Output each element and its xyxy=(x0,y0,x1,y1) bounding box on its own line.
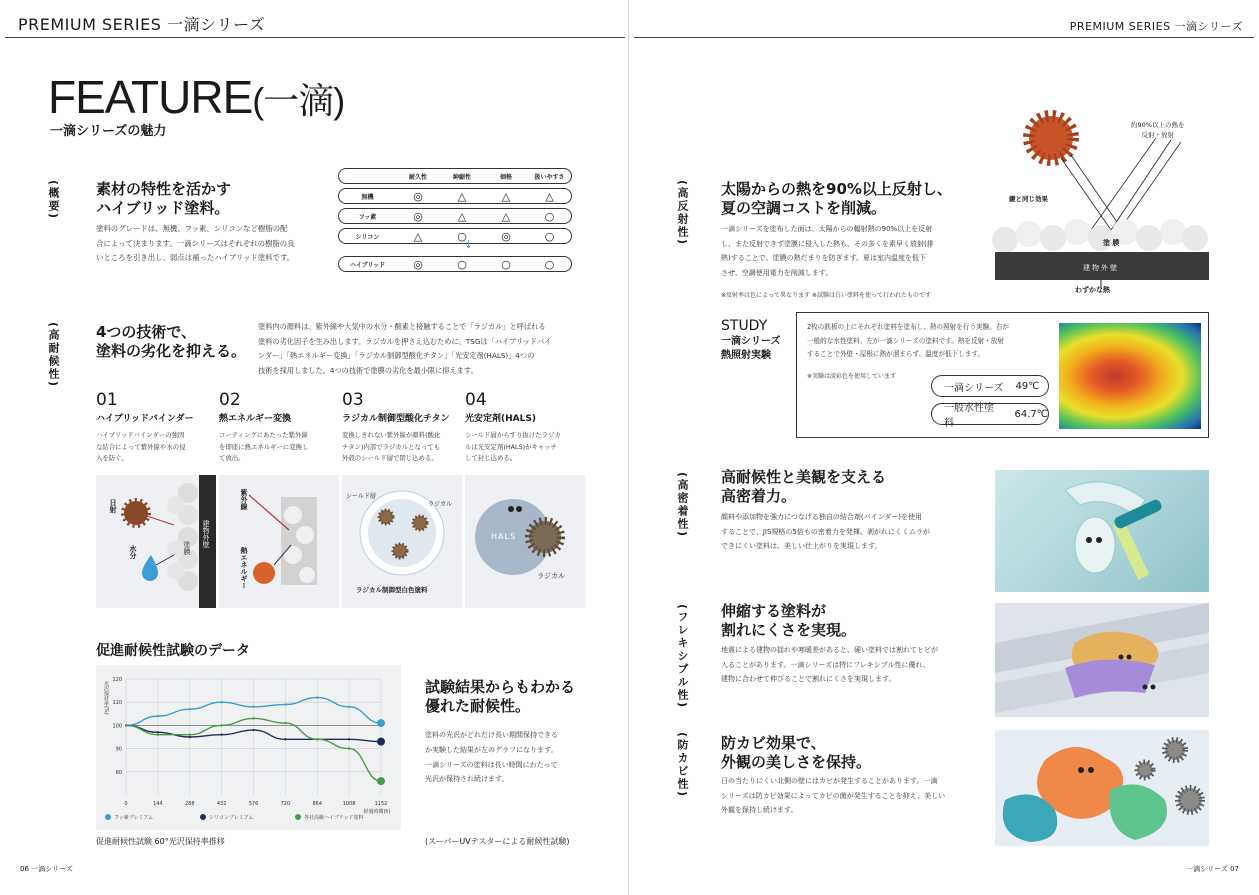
sun-icon xyxy=(1029,116,1073,160)
weather-body-line: ンダー」「熱エネルギー変換」「ラジカル制御型酸化チタン」「光安定剤(HALS)」4つの xyxy=(258,351,535,360)
row-name: 無機 xyxy=(338,188,396,204)
tech-body-line: コーティングにあたった紫外線 xyxy=(219,431,308,439)
chart-caption: 促進耐候性試験 60°光沢保持率推移 xyxy=(96,837,225,846)
pill-value: 49℃ xyxy=(1015,380,1040,392)
hals-svg xyxy=(465,475,585,608)
x-tick-label: 1008 xyxy=(342,801,356,807)
left-page xyxy=(0,0,629,895)
overview-body-line: 塗料のグレードは、無機、フッ素、シリコンなど樹脂の配 xyxy=(96,224,288,233)
eye-icon xyxy=(1096,537,1102,543)
ray-line xyxy=(1121,142,1181,228)
character-blob xyxy=(1109,784,1167,840)
thermal-image xyxy=(1059,323,1201,429)
study-body-line: 2枚の鉄板の上にそれぞれ塗料を塗布し、熱の照射を行う実験。右が xyxy=(807,323,1010,331)
pill-value: 64.7℃ xyxy=(1014,408,1048,420)
reflect-note: ※反射率は色によって異なります ※試験は白い塗料を使って行われたものです xyxy=(721,292,931,299)
chart-title: 促進耐候性試験のデータ xyxy=(96,643,250,659)
table-cell: △ xyxy=(528,188,572,204)
adhesion-heading-line: 高密着力。 xyxy=(721,487,797,505)
ill-label: シールド層 xyxy=(346,493,376,500)
table-header: 耐久性 xyxy=(396,168,440,184)
reflect-heading-line: 太陽からの熱を90%以上反射し、 xyxy=(721,180,952,198)
coat-ball xyxy=(296,526,314,544)
ill-label: 熱エネルギー xyxy=(240,547,248,589)
eye-icon xyxy=(1119,655,1124,660)
x-tick-label: 720 xyxy=(280,801,291,807)
overview-label: (概要) xyxy=(47,180,60,221)
flex-heading xyxy=(721,602,856,640)
table-cell: ◎ xyxy=(396,256,440,272)
study-body-line: 一般的な水性塗料、左が一滴シリーズの塗料です。熱を反射・放射 xyxy=(807,336,1004,345)
table-cell: ○ xyxy=(440,228,484,244)
radical-icon xyxy=(379,510,393,524)
overview-body-line: 合によって決まります。一滴シリーズはそれぞれの樹脂の良 xyxy=(96,238,295,248)
binder-character xyxy=(1075,517,1115,573)
chart-panel xyxy=(96,665,401,830)
weather-body xyxy=(258,320,598,378)
result-heading xyxy=(425,678,575,716)
ray-line xyxy=(1071,155,1121,228)
elastic-paint-piece xyxy=(1065,660,1155,698)
x-tick-label: 0 xyxy=(124,801,128,807)
ill-label: 塗膜 xyxy=(183,541,191,555)
mold-spore-icon xyxy=(1137,762,1153,778)
flex-body xyxy=(721,643,991,687)
tech-body-line: ルは光安定剤(HALS)がキャッチ xyxy=(465,442,558,451)
eye-icon xyxy=(516,506,522,512)
adhesion-body xyxy=(721,510,981,554)
mold-photo xyxy=(995,730,1209,846)
overview-body xyxy=(96,222,336,266)
coat-ball xyxy=(299,567,315,583)
flex-body-line: 入ることがあります。一滴シリーズは特にフレキシブル性に優れ、 xyxy=(721,660,930,669)
reflect-callout-line: 反射・放射 xyxy=(1141,131,1174,139)
table-row xyxy=(338,208,572,224)
right-page xyxy=(629,0,1259,895)
tech-title: 熱エネルギー変換 xyxy=(219,414,292,424)
y-axis-label: 光沢保持率(%) xyxy=(103,681,109,715)
legend-label: フッ素プレミアム xyxy=(114,815,154,821)
table-cell: ○ xyxy=(484,256,528,272)
table-header: 価格 xyxy=(484,168,528,184)
table-cell: ◎ xyxy=(396,188,440,204)
table-cell: ○ xyxy=(528,228,572,244)
table-header: 紳縮性 xyxy=(440,168,484,184)
table-cell: ◎ xyxy=(396,208,440,224)
eye-icon xyxy=(1086,537,1092,543)
left-header: PREMIUM SERIES 一滴シリーズ xyxy=(18,15,266,34)
paint-roller-icon xyxy=(1113,520,1149,579)
data-point xyxy=(157,731,159,733)
coat-label: 塗 膜 xyxy=(1103,239,1120,247)
overview-heading xyxy=(96,180,231,218)
tech-body-line: して封じ込める。 xyxy=(465,454,517,462)
pill-name: 一滴シリーズ xyxy=(944,382,1004,394)
result-heading-line: 試験結果からもわかる xyxy=(425,678,576,696)
table-row xyxy=(338,188,572,204)
tech-number: 03 xyxy=(342,390,364,410)
pill-name: 一般水性塗料 xyxy=(944,403,994,429)
data-point xyxy=(284,738,286,740)
adhesion-body-line: できにくい塗料は、美しい仕上がりを実現します。 xyxy=(721,542,882,550)
mirror-label: 鏡と同じ効果 xyxy=(1009,195,1048,203)
row-name: フッ素 xyxy=(338,208,396,224)
feature-title-word: FEATURE xyxy=(48,71,253,123)
flex-body-line: 地震による建物の揺れや寒暖差があると、硬い塗料では割れてヒビが xyxy=(721,646,938,654)
mold-spore-icon xyxy=(1178,788,1202,812)
study-box xyxy=(796,312,1209,438)
table-cell: ○ xyxy=(528,208,572,224)
y-tick-label: 110 xyxy=(112,700,122,707)
down-arrow-icon: ↓ xyxy=(464,238,474,251)
right-header-rule xyxy=(634,37,1254,38)
hals-illustration xyxy=(465,475,585,608)
study-subtitle-line: 熱照射実験 xyxy=(721,350,771,361)
coat-ball xyxy=(284,506,302,524)
adhesion-heading-line: 高耐候性と美観を支える xyxy=(721,468,887,486)
data-point xyxy=(220,724,222,726)
mold-body xyxy=(721,774,991,818)
table-row xyxy=(338,256,572,272)
x-tick-label: 576 xyxy=(248,801,259,807)
weather-heading-line: 塗料の劣化を抑える。 xyxy=(96,342,247,360)
heat-conversion-svg xyxy=(219,475,339,608)
chart-source-caption: (スーパーUVテスターによる耐候性試験) xyxy=(425,837,570,846)
result-pill-ichiteki xyxy=(931,375,1049,397)
eye-icon xyxy=(508,506,514,512)
table-header: 扱いやすさ xyxy=(528,168,572,184)
mold-heading xyxy=(721,734,871,772)
coat-ball xyxy=(992,227,1018,253)
table-cell: ○ xyxy=(440,256,484,272)
table-row xyxy=(338,228,572,244)
weather-body-line: 技術を採用しました。4つの技術で塗膜の劣化を最小限に抑えます。 xyxy=(258,365,478,375)
mold-body-line: 日の当たりにくい北側の壁にはカビが発生することがあります。一滴 xyxy=(721,777,938,785)
overview-body-line: いところを引き出し、弱点は補ったハイブリッド塗料です。 xyxy=(96,253,295,262)
legend-label: 各社高級ハイブリッド塗料 xyxy=(304,815,364,821)
mold-photo-svg xyxy=(995,730,1209,846)
table-cell: ○ xyxy=(528,256,572,272)
data-point xyxy=(189,736,191,738)
reflect-label: (高反射性) xyxy=(676,180,689,247)
tech-body xyxy=(465,430,585,465)
adhesion-photo-svg xyxy=(995,470,1209,592)
tech-body-line: 入を防ぐ。 xyxy=(96,454,128,462)
result-pill-standard xyxy=(931,403,1049,429)
weather-heading-line: 4つの技術で、 xyxy=(96,323,197,341)
heat-conversion-illustration xyxy=(219,475,339,608)
flex-photo-svg xyxy=(995,603,1209,717)
result-heading-line: 優れた耐候性。 xyxy=(425,697,531,715)
tech-body-line: 変換しきれない紫外線が顔料(酸化 xyxy=(342,431,441,439)
mold-label: (防カビ性) xyxy=(676,732,689,799)
data-point xyxy=(252,729,254,731)
flex-label: (フレキシブル性) xyxy=(676,604,689,710)
y-tick-label: 100 xyxy=(112,723,122,730)
coat-ball xyxy=(1160,219,1186,245)
sun-icon xyxy=(124,501,148,525)
tech-body-line: て放出。 xyxy=(219,454,245,462)
reflect-callout xyxy=(1131,120,1184,140)
x-tick-label: 1152 xyxy=(374,801,388,807)
data-point xyxy=(377,738,385,746)
table-cell: △ xyxy=(396,228,440,244)
ill-label: 建物外壁 xyxy=(202,520,210,548)
coat-balls xyxy=(992,219,1208,253)
left-header-rule xyxy=(5,37,625,38)
adhesion-label: (高密着性) xyxy=(676,472,689,539)
data-point xyxy=(220,733,222,735)
tech-title: ハイブリッドバインダー xyxy=(96,414,194,424)
tech-body-line: チタン)内部でラジカルとなっても xyxy=(342,442,441,451)
row-name: ハイブリッド xyxy=(338,256,396,272)
result-body-line: か実験した結果が左のグラフになります。 xyxy=(425,745,558,754)
eye-icon xyxy=(1151,685,1156,690)
data-point xyxy=(377,719,385,727)
flex-photo xyxy=(995,603,1209,717)
tech-body xyxy=(342,430,462,465)
flex-heading-line: 伸縮する塗料が xyxy=(721,602,827,620)
coat-ball xyxy=(1016,221,1042,247)
adhesion-body-line: することで、JIS規格の5倍もの密着力を発揮。剥がれにくくムラが xyxy=(721,527,930,536)
heat-label: わずかな熱 xyxy=(1075,286,1110,294)
ill-label: ラジカル xyxy=(537,572,565,580)
hybrid-binder-svg xyxy=(96,475,216,608)
reflect-heading-line: 夏の空調コストを削減。 xyxy=(721,199,887,217)
reflect-body xyxy=(721,222,981,280)
ray-line xyxy=(1111,140,1171,230)
data-point xyxy=(252,717,254,719)
data-point xyxy=(316,738,318,740)
table-cell: ◎ xyxy=(484,228,528,244)
legend-swatch xyxy=(200,814,206,820)
study-subtitle-line: 一滴シリーズ xyxy=(721,336,781,347)
result-body-line: 光沢が保持され続けます。 xyxy=(425,775,509,784)
coat-ball xyxy=(167,562,185,580)
legend-label: シリコンプレミアム xyxy=(209,815,254,821)
ray-line xyxy=(1091,138,1156,230)
y-tick-label: 80 xyxy=(115,769,122,776)
study-body xyxy=(807,321,1057,362)
data-point xyxy=(220,701,222,703)
reflect-body-line: させ、空調使用電力を削減します。 xyxy=(721,268,833,277)
adhesion-body-line: 顔料や添加物を強力につなげる独自の結合剤(バインダー)を使用 xyxy=(721,513,923,521)
data-point xyxy=(284,703,286,705)
weather-label: (高耐候性) xyxy=(47,322,60,389)
tech-number: 02 xyxy=(219,390,241,410)
y-tick-label: 120 xyxy=(112,677,122,683)
legend-swatch xyxy=(295,814,301,820)
legend-swatch xyxy=(105,814,111,820)
reflect-body-line: し、また反射できず塗膜に侵入した熱も、その多くを素早く放射(排 xyxy=(721,239,934,248)
adhesion-heading xyxy=(721,468,886,506)
resin-comparison-table xyxy=(338,164,572,248)
x-tick-label: 144 xyxy=(153,801,163,807)
data-point xyxy=(252,706,254,708)
ill-label: ラジカル xyxy=(428,501,453,508)
tech-body-line: な結合によって紫外線や水の侵 xyxy=(96,442,186,451)
weather-body-line: 塗料内の顔料は、紫外線や大気中の水分・酸素と接触することで「ラジカル」と呼ばれる xyxy=(258,322,546,331)
x-axis-label: 経過時間(h) xyxy=(363,809,391,815)
eye-icon xyxy=(1088,767,1094,773)
study-subtitle xyxy=(721,335,781,363)
x-tick-label: 432 xyxy=(216,801,227,807)
data-point xyxy=(348,738,350,740)
result-body xyxy=(425,728,605,787)
eye-icon xyxy=(1143,685,1148,690)
data-point xyxy=(284,722,286,724)
ill-label: 日射 xyxy=(109,499,117,513)
tech-title: ラジカル制御型酸化チタン xyxy=(342,414,450,424)
data-point xyxy=(189,733,191,735)
reflect-callout-line: 約90%以上の熱を xyxy=(1131,121,1185,129)
coat-ball xyxy=(284,546,302,564)
study-body-line: することで外壁・屋根に熱が溜まらず、温度が低下します。 xyxy=(807,350,984,358)
table-corner xyxy=(338,168,396,184)
eye-icon xyxy=(1127,655,1132,660)
flex-body-line: 建物に合わせて伸びることで割れにくさを実現します。 xyxy=(721,675,896,683)
mold-heading-line: 防カビ効果で、 xyxy=(721,734,826,752)
reflect-body-line: 一滴シリーズを塗布した面は、太陽からの輻射熱の90%以上を反射 xyxy=(721,225,933,233)
ray-line xyxy=(1061,158,1111,230)
study-note: ※実験は淡彩色を使用しています xyxy=(807,373,897,380)
feature-title xyxy=(48,72,344,126)
tech-title: 光安定剤(HALS) xyxy=(465,414,536,424)
mold-heading-line: 外観の美しさを保持。 xyxy=(721,753,872,771)
table-cell: △ xyxy=(484,208,528,224)
weather-heading xyxy=(96,323,246,361)
coat-ball xyxy=(1064,219,1090,245)
table-cell: △ xyxy=(440,208,484,224)
x-tick-label: 864 xyxy=(312,801,323,807)
coat-ball xyxy=(1040,225,1066,251)
reflect-diagram xyxy=(991,100,1211,295)
tech-body-line: シールド層からすり抜けたラジカ xyxy=(465,431,561,439)
mold-spore-icon xyxy=(1165,740,1185,760)
hybrid-row-table xyxy=(338,252,572,276)
data-point xyxy=(348,706,350,708)
data-point xyxy=(189,708,191,710)
result-body-line: 塗料の光沢がどれだけ長い期間保持できる xyxy=(425,731,558,739)
feature-title-paren: (一滴) xyxy=(252,80,345,121)
adhesion-photo xyxy=(995,470,1209,592)
weather-body-line: 塗料の劣化因子を生み出します。ラジカルを押さえ込むために、TSGは「ハイブリッドバイ xyxy=(258,336,552,346)
mold-body-line: 外観を保持し続けます。 xyxy=(721,806,798,814)
reflect-heading xyxy=(721,180,952,218)
data-point xyxy=(125,724,127,726)
reflect-body-line: 熱)することで、塗膜の熱だまりを防ぎます。夏は室内温度を低下 xyxy=(721,254,927,262)
ill-label: 水分 xyxy=(129,545,137,559)
tech-body-line: 外殻のシールド層で閉じ込める。 xyxy=(342,454,438,462)
tech-number: 04 xyxy=(465,390,487,410)
overview-heading-line: ハイブリッド塗料。 xyxy=(96,199,230,217)
data-point xyxy=(157,715,159,717)
coat-ball xyxy=(1182,225,1208,251)
coat-ball xyxy=(167,496,185,514)
table-header-row xyxy=(338,168,572,184)
y-tick-label: 90 xyxy=(115,746,122,753)
wall-label: 建物外壁 xyxy=(1083,264,1119,272)
titanium-illustration xyxy=(342,475,462,608)
eye-icon xyxy=(1078,767,1084,773)
tech-body-line: ハイブリッドバインダーの強固 xyxy=(96,431,185,439)
mold-body-line: シリーズは防カビ効果によってカビの菌が発生することを抑え、美しい xyxy=(721,791,946,800)
table-cell: △ xyxy=(440,188,484,204)
overview-heading-line: 素材の特性を活かす xyxy=(96,180,232,198)
gloss-retention-chart xyxy=(96,665,401,830)
heat-ball xyxy=(253,562,275,584)
ill-label: HALS xyxy=(491,532,517,541)
data-point xyxy=(157,733,159,735)
water-drop-icon xyxy=(142,555,158,581)
data-point xyxy=(377,777,385,785)
study-title: STUDY xyxy=(721,318,768,334)
tech-body-line: を即座に熱エネルギーに変換し xyxy=(219,442,309,451)
ill-label: ラジカル制御型白色塗料 xyxy=(356,586,428,594)
hybrid-binder-illustration xyxy=(96,475,216,608)
coat-ball xyxy=(1136,225,1162,251)
data-point xyxy=(316,696,318,698)
ill-label: 紫外線 xyxy=(240,489,248,510)
right-header: PREMIUM SERIES 一滴シリーズ xyxy=(1069,20,1243,33)
feature-subtitle: 一滴シリーズの魅力 xyxy=(50,124,167,139)
radical-icon xyxy=(529,521,561,553)
radical-icon xyxy=(413,516,427,530)
tech-body xyxy=(96,430,216,465)
left-footer: 06 一滴シリーズ xyxy=(20,865,73,873)
right-footer: 一滴シリーズ 07 xyxy=(1186,865,1239,873)
data-point xyxy=(348,747,350,749)
radical-icon xyxy=(393,544,407,558)
tech-body xyxy=(219,430,339,465)
row-name: シリコン xyxy=(338,228,396,244)
tech-number: 01 xyxy=(96,390,118,410)
flex-heading-line: 割れにくさを実現。 xyxy=(721,621,857,639)
result-body-line: 一滴シリーズの塗料は長い時間にわたって xyxy=(425,760,558,769)
x-tick-label: 288 xyxy=(184,801,195,807)
table-cell: △ xyxy=(484,188,528,204)
